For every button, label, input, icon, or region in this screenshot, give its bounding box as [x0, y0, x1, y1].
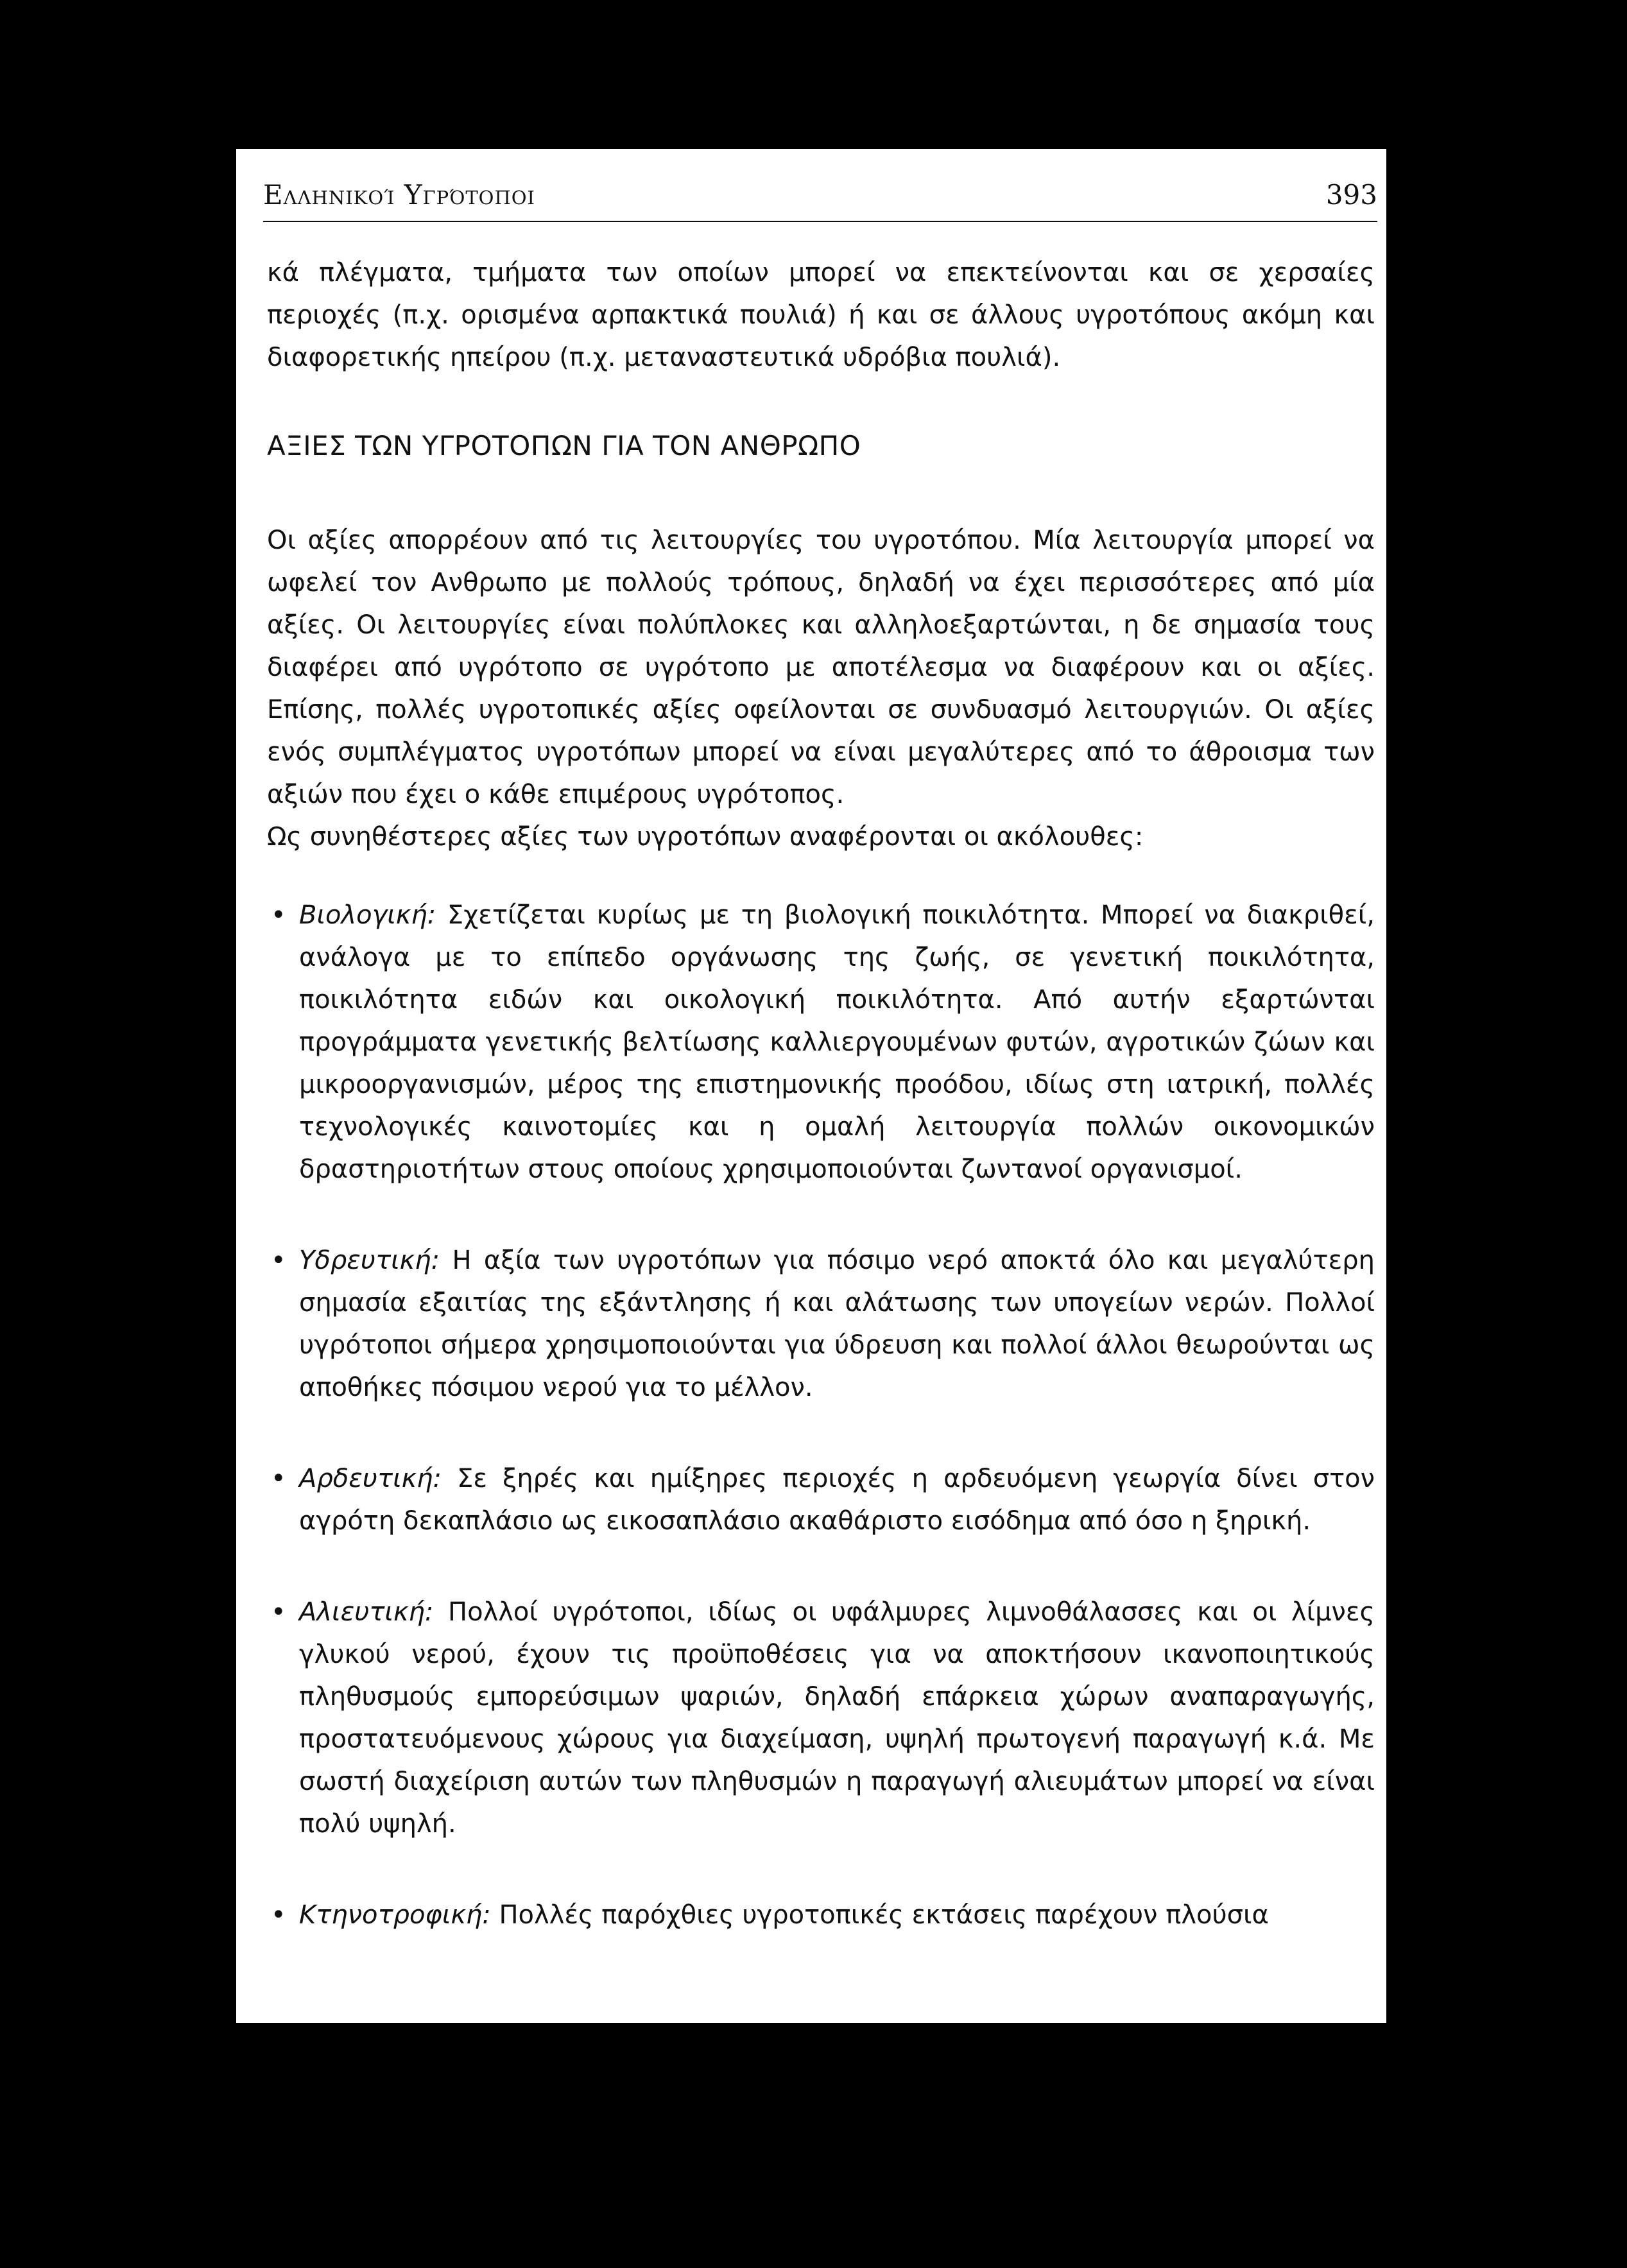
bullet-icon: •: [271, 1597, 286, 1628]
page-number: 393: [1325, 178, 1377, 210]
list-item-text: Σχετίζεται κυρίως με τη βιολογική ποικιλότητα. Μπορεί να διακριθεί, ανάλογα με το επίπεδο οργάνωσης της ζωής, σε γενετική ποικιλότητα, ποικιλότητα ειδών και οικολογική ποικιλότητα. Από αυτήν εξαρτώνται προγράμματα γενετικής βελτίωσης καλλιεργουμένων φυτών, αγροτικών ζώων και μικροοργανισμών, μέρος της επιστημονικής προόδου, ιδίως στη ιατρική, πολλές τεχνολογικές καινοτομίες και η ομαλή λειτουργία πολλών οικονομικών δραστηριοτήτων στους οποίους χρησιμοποιούνται ζωντανοί οργανισμοί.: [299, 900, 1375, 1185]
list-item-term: Αρδευτική:: [299, 1464, 442, 1494]
page-content: [267, 252, 1375, 1985]
list-item-text: Σε ξηρές και ημίξηρες περιοχές η αρδευόμενη γεωργία δίνει στον αγρότη δεκαπλάσιο ως εικοσαπλάσιο ακαθάριστο εισόδημα από όσο η ξηρική.: [299, 1464, 1375, 1536]
list-item-term: Βιολογική:: [299, 900, 436, 931]
list-item-term: Κτηνοτροφική:: [299, 1900, 491, 1930]
list-item-text: Πολλοί υγρότοποι, ιδίως οι υφάλμυρες λιμνοθάλασσες και οι λίμνες γλυκού νερού, έχουν τις προϋποθέσεις για να αποκτήσουν ικανοποιητικούς πληθυσμούς εμπορεύσιμων ψαριών, δηλαδή επάρκεια χώρων αναπαραγωγής, προστατευόμενους χώρους για διαχείμαση, υψηλή πρωτογενή παραγωγή κ.ά. Με σωστή διαχείριση αυτών των πληθυσμών η παραγωγή αλιευμάτων μπορεί να είναι πολύ υψηλή.: [299, 1597, 1375, 1839]
list-item-fishing: [267, 1591, 1375, 1845]
body-paragraph: Οι αξίες απορρέουν από τις λειτουργίες του υγροτόπου. Μία λειτουργία μπορεί να ωφελεί τον Ανθρωπο με πολλούς τρόπους, δηλαδή να έχει περισσότερες από μία αξίες. Οι λειτουργίες είναι πολύπλοκες και αλληλοεξαρτώνται, η δε σημασία τους διαφέρει από υγρότοπο σε υγρότοπο με αποτέλεσμα να διαφέρουν και οι αξίες. Επίσης, πολλές υγροτοπικές αξίες οφείλονται σε συνδυασμό λειτουργιών. Οι αξίες ενός συμπλέγματος υγροτόπων μπορεί να είναι μεγαλύτερες από το άθροισμα των αξιών που έχει ο κάθε επιμέρους υγρότοπος.: [267, 526, 1375, 810]
list-item-term: Αλιευτική:: [299, 1597, 434, 1628]
bullet-icon: •: [271, 1464, 286, 1494]
bullet-icon: •: [271, 1900, 286, 1930]
bullet-icon: •: [271, 1246, 286, 1276]
book-page: [236, 149, 1386, 2023]
values-list: [267, 894, 1375, 1936]
section-heading: ΑΞΙΕΣ ΤΩΝ ΥΓΡΟΤΟΠΩΝ ΓΙΑ ΤΟΝ ΑΝΘΡΩΠΟ: [267, 430, 861, 461]
list-item-text: Η αξία των υγροτόπων για πόσιμο νερό αποκτά όλο και μεγαλύτερη σημασία εξαιτίας της εξάντλησης ή και αλάτωσης των υπογείων νερών. Πολλοί υγρότοποι σήμερα χρησιμοποιούνται για ύδρευση και πολλοί άλλοι θεωρούνται ως αποθήκες πόσιμου νερού για το μέλλον.: [299, 1246, 1375, 1403]
list-item-water-supply: [267, 1239, 1375, 1409]
list-item-term: Υδρευτική:: [299, 1246, 440, 1276]
list-item-biological: [267, 894, 1375, 1190]
list-item-text: Πολλές παρόχθιες υγροτοπικές εκτάσεις παρέχουν πλούσια: [499, 1900, 1269, 1930]
intro-paragraph: κά πλέγματα, τμήματα των οποίων μπορεί να επεκτείνονται και σε χερσαίες περιοχές (π.χ. ορισμένα αρπακτικά πουλιά) ή και σε άλλους υγροτόπους ακόμη και διαφορετικής ηπείρου (π.χ. μεταναστευτικά υδρόβια πουλιά).: [267, 258, 1375, 372]
bullet-icon: •: [271, 900, 286, 931]
page-header: [263, 172, 1377, 222]
list-intro: Ως συνηθέστερες αξίες των υγροτόπων αναφέρονται οι ακόλουθες:: [267, 822, 1144, 852]
running-head: Ελληνικοί Υγρότοποι: [263, 178, 535, 210]
list-item-irrigation: [267, 1457, 1375, 1542]
list-item-livestock: [267, 1894, 1375, 1936]
